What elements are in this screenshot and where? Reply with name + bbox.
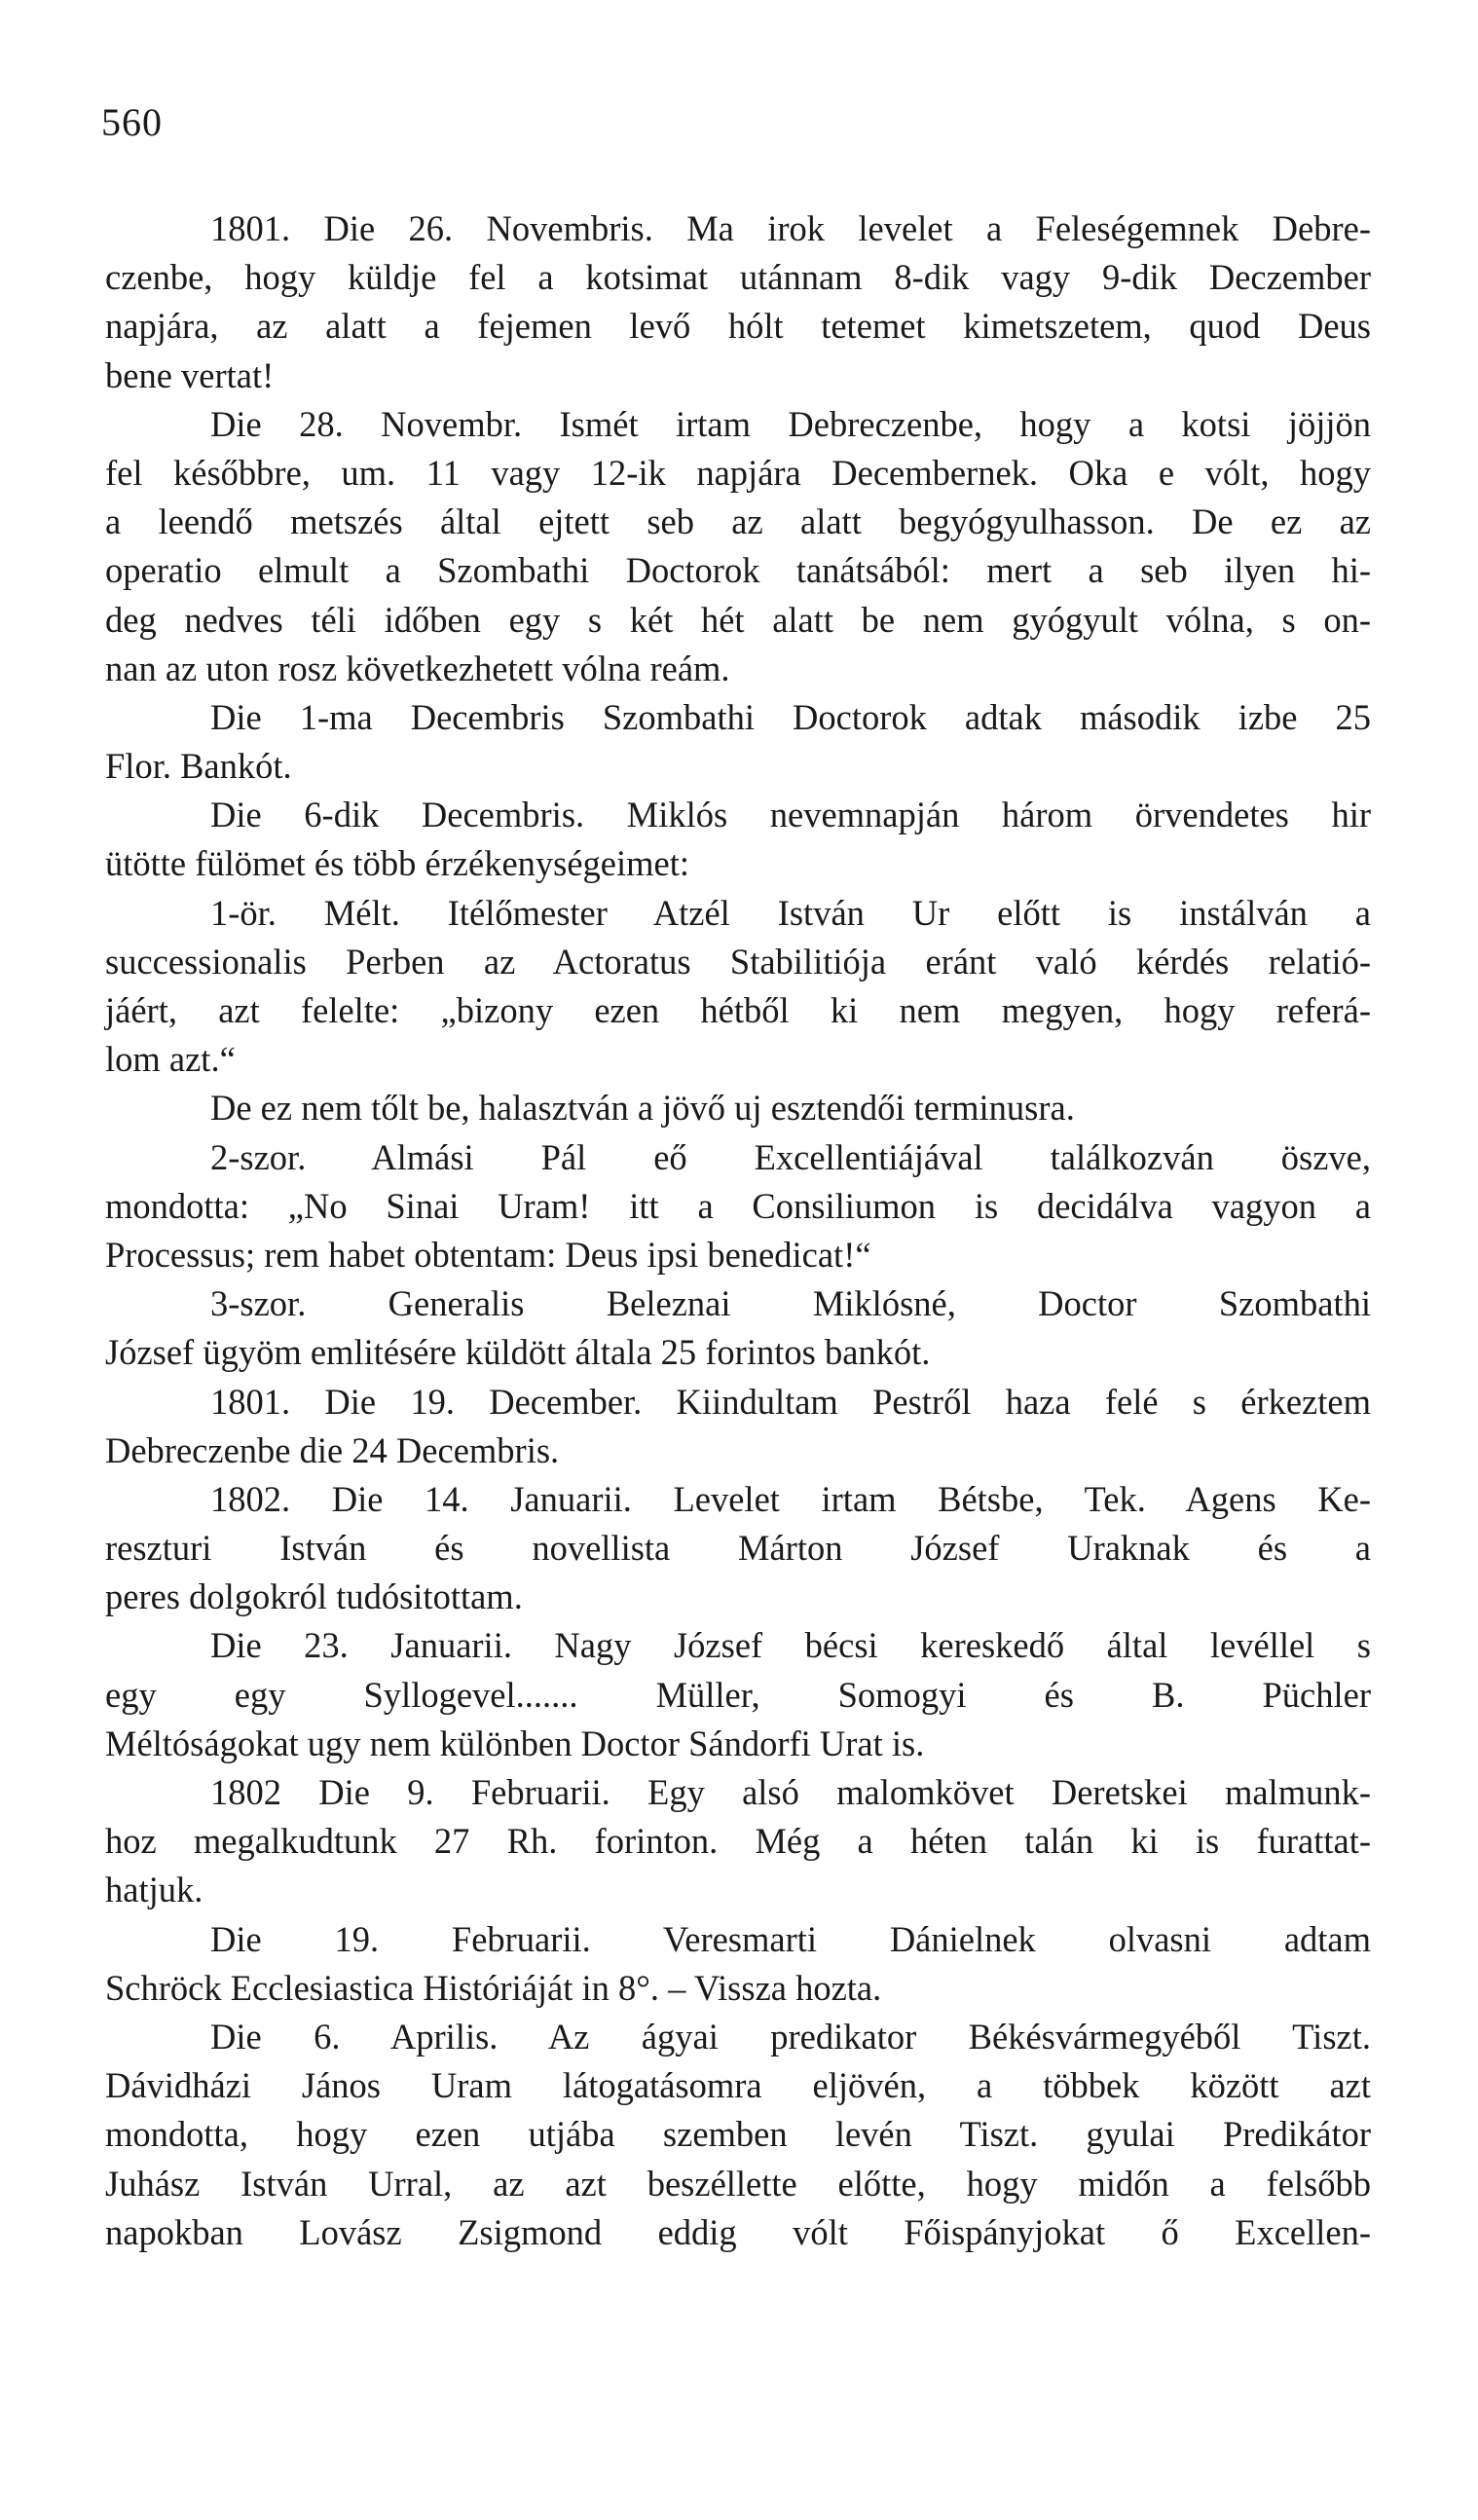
body-text xyxy=(105,204,1371,2257)
text-line: fel későbbre, um. 11 vagy 12-ik napjára Decembernek. Oka e vólt, hogy xyxy=(105,452,1371,493)
text-line: bene vertat! xyxy=(105,354,275,395)
text-line: Schröck Ecclesiastica Históriáját in 8°. – Vissza hozta. xyxy=(105,1967,882,2008)
text-line: Die 1-ma Decembris Szombathi Doctorok adtak második izbe 25 xyxy=(210,696,1371,737)
text-line: Méltóságokat ugy nem különben Doctor Sándorfi Urat is. xyxy=(105,1723,925,1763)
text-line: 1-ör. Mélt. Itélőmester Atzél István Ur előtt is instálván a xyxy=(210,892,1371,933)
text-line: reszturi István és novellista Márton József Uraknak és a xyxy=(105,1528,1371,1569)
text-line: peres dolgokról tudósitottam. xyxy=(105,1576,523,1617)
text-line: napjára, az alatt a fejemen levő hólt tetemet kimetszetem, quod Deus xyxy=(105,306,1371,347)
text-line: mondotta, hogy ezen utjába szemben levén Tiszt. gyulai Predikátor xyxy=(105,2114,1371,2155)
text-line: successionalis Perben az Actoratus Stabilitiója eránt való kérdés relatió- xyxy=(105,941,1371,982)
text-line: deg nedves téli időben egy s két hét alatt be nem gyógyult vólna, s on- xyxy=(105,599,1371,640)
text-line: 1802 Die 9. Februarii. Egy alsó malomkövet Deretskei malmunk- xyxy=(210,1772,1371,1812)
text-line: napokban Lovász Zsigmond eddig vólt Főispányjokat ő Excellen- xyxy=(105,2211,1371,2252)
text-line: 1802. Die 14. Januarii. Levelet irtam Bétsbe, Tek. Agens Ke- xyxy=(210,1478,1371,1519)
text-line: egy egy Syllogevel....... Müller, Somogyi és B. Püchler xyxy=(105,1674,1371,1715)
text-line: ütötte fülömet és több érzékenységeimet: xyxy=(105,843,690,884)
text-line: Die 23. Januarii. Nagy József bécsi kereskedő által levéllel s xyxy=(210,1625,1371,1666)
text-line: Die 28. Novembr. Ismét irtam Debreczenbe, hogy a kotsi jöjjön xyxy=(210,403,1371,444)
text-line: mondotta: „No Sinai Uram! itt a Consiliumon is decidálva vagyon a xyxy=(105,1185,1371,1226)
text-line: Die 6-dik Decembris. Miklós nevemnapján három örvendetes hir xyxy=(210,795,1371,835)
text-line: 3-szor. Generalis Beleznai Miklósné, Doctor Szombathi xyxy=(210,1283,1371,1324)
text-line: Die 6. Aprilis. Az ágyai predikator Békésvármegyéből Tiszt. xyxy=(210,2016,1371,2057)
text-line: czenbe, hogy küldje fel a kotsimat utánnam 8-dik vagy 9-dik Deczember xyxy=(105,257,1371,298)
text-line: 1801. Die 19. December. Kiindultam Pestről haza felé s érkeztem xyxy=(210,1381,1371,1422)
text-line: jáért, azt felelte: „bizony ezen hétből ki nem megyen, hogy referá- xyxy=(105,990,1371,1030)
text-line: 1801. Die 26. Novembris. Ma irok levelet a Feleségemnek Debre- xyxy=(210,208,1371,248)
text-line: hoz megalkudtunk 27 Rh. forinton. Még a héten talán ki is furattat- xyxy=(105,1821,1371,1862)
text-line: József ügyöm emlitésére küldött általa 25 forintos bankót. xyxy=(105,1332,931,1373)
text-line: a leendő metszés által ejtett seb az alatt begyógyulhasson. De ez az xyxy=(105,501,1371,542)
text-line: operatio elmult a Szombathi Doctorok tanátsából: mert a seb ilyen hi- xyxy=(105,550,1371,591)
text-line: De ez nem tőlt be, halasztván a jövő uj esztendői terminusra. xyxy=(210,1088,1075,1129)
text-line: Flor. Bankót. xyxy=(105,746,292,787)
page-number: 560 xyxy=(101,100,163,144)
text-line: Processus; rem habet obtentam: Deus ipsi benedicat!“ xyxy=(105,1234,871,1275)
text-line: 2-szor. Almási Pál eő Excellentiájával találkozván öszve, xyxy=(210,1136,1371,1177)
text-line: Die 19. Februarii. Veresmarti Dánielnek olvasni adtam xyxy=(210,1918,1371,1959)
text-line: Juhász István Urral, az azt beszéllette előtte, hogy midőn a felsőbb xyxy=(105,2163,1371,2204)
text-line: Dávidházi János Uram látogatásomra eljövén, a többek között azt xyxy=(105,2065,1371,2106)
text-line: nan az uton rosz következhetett vólna reám. xyxy=(105,648,730,688)
text-line: Debreczenbe die 24 Decembris. xyxy=(105,1429,560,1470)
text-line: lom azt.“ xyxy=(105,1039,236,1080)
text-line: hatjuk. xyxy=(105,1870,203,1910)
